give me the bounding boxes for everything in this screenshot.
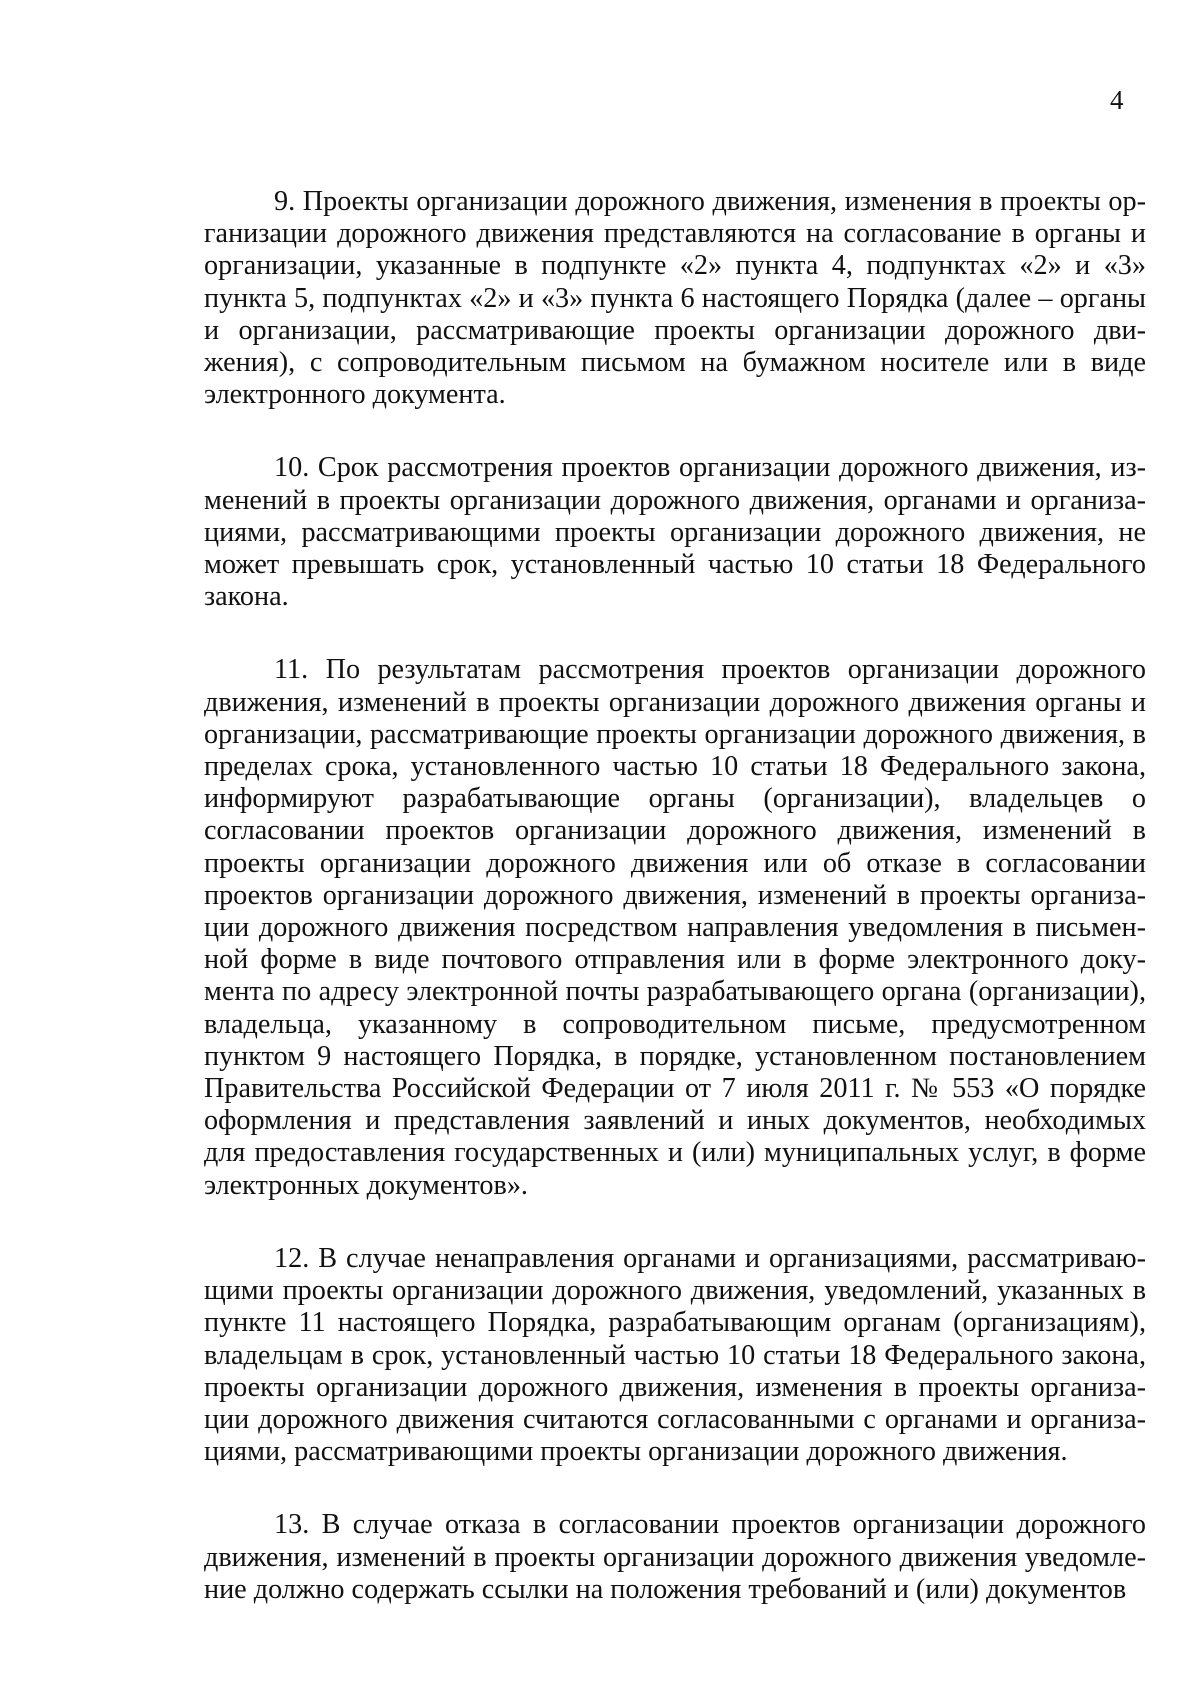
paragraph-12: 12. В случае ненаправления органами и организациями, рассматривающими проекты организации дорожного движения, уведомлений, указанных в пункте 11 настоящего Порядка, разрабатывающим органам (организациям), владельцам в срок, установленный частью 10 статьи 18 Федерального закона, проекты организации дорожного движения, изменения в проекты организации дорожного движения считаются согласованными с органами и организациями, рассматривающими проекты организации дорожного движения. (204, 1242, 1146, 1468)
paragraph-13: 13. В случае отказа в согласовании проектов организации дорожного движения, изменений в проекты организации дорожного движения уведомление должно содержать ссылки на положения требований и (или) документов (204, 1509, 1146, 1605)
document-body (204, 186, 1146, 1647)
paragraph-10: 10. Срок рассмотрения проектов организации дорожного движения, изменений в проекты организации дорожного движения, органами и организациями, рассматривающими проекты организации дорожного движения, не может превышать срок, установленный частью 10 статьи 18 Федерального закона. (204, 452, 1146, 613)
page-number: 4 (1110, 85, 1124, 115)
paragraph-11: 11. По результатам рассмотрения проектов организации дорожного движения, изменений в проекты организации дорожного движения органы и организации, рассматривающие проекты организации дорожного движения, в пределах срока, установленного частью 10 статьи 18 Федерального закона, информируют разрабатывающие органы (организации), владельцев о согласовании проектов организации дорожного движения, изменений в проекты организации дорожного движения или об отказе в согласовании проектов организации дорожного движения, изменений в проекты организации дорожного движения посредством направления уведомления в письменной форме в виде почтового отправления или в форме электронного документа по адресу электронной почты разрабатывающего органа (организации), владельца, указанному в сопроводительном письме, предусмотренном пунктом 9 настоящего Порядка, в порядке, установленном постановлением Правительства Российской Федерации от 7 июля 2011 г. № 553 «О порядке оформления и представления заявлений и иных документов, необходимых для предоставления государственных и (или) муниципальных услуг, в форме электронных документов». (204, 654, 1146, 1201)
paragraph-9: 9. Проекты организации дорожного движения, изменения в проекты организации дорожного движения представляются на согласование в органы и организации, указанные в подпункте «2» пункта 4, подпунктах «2» и «3» пункта 5, подпунктах «2» и «3» пункта 6 настоящего Порядка (далее – органы и организации, рассматривающие проекты организации дорожного движения), с сопроводительным письмом на бумажном носителе или в виде электронного документа. (204, 186, 1146, 411)
